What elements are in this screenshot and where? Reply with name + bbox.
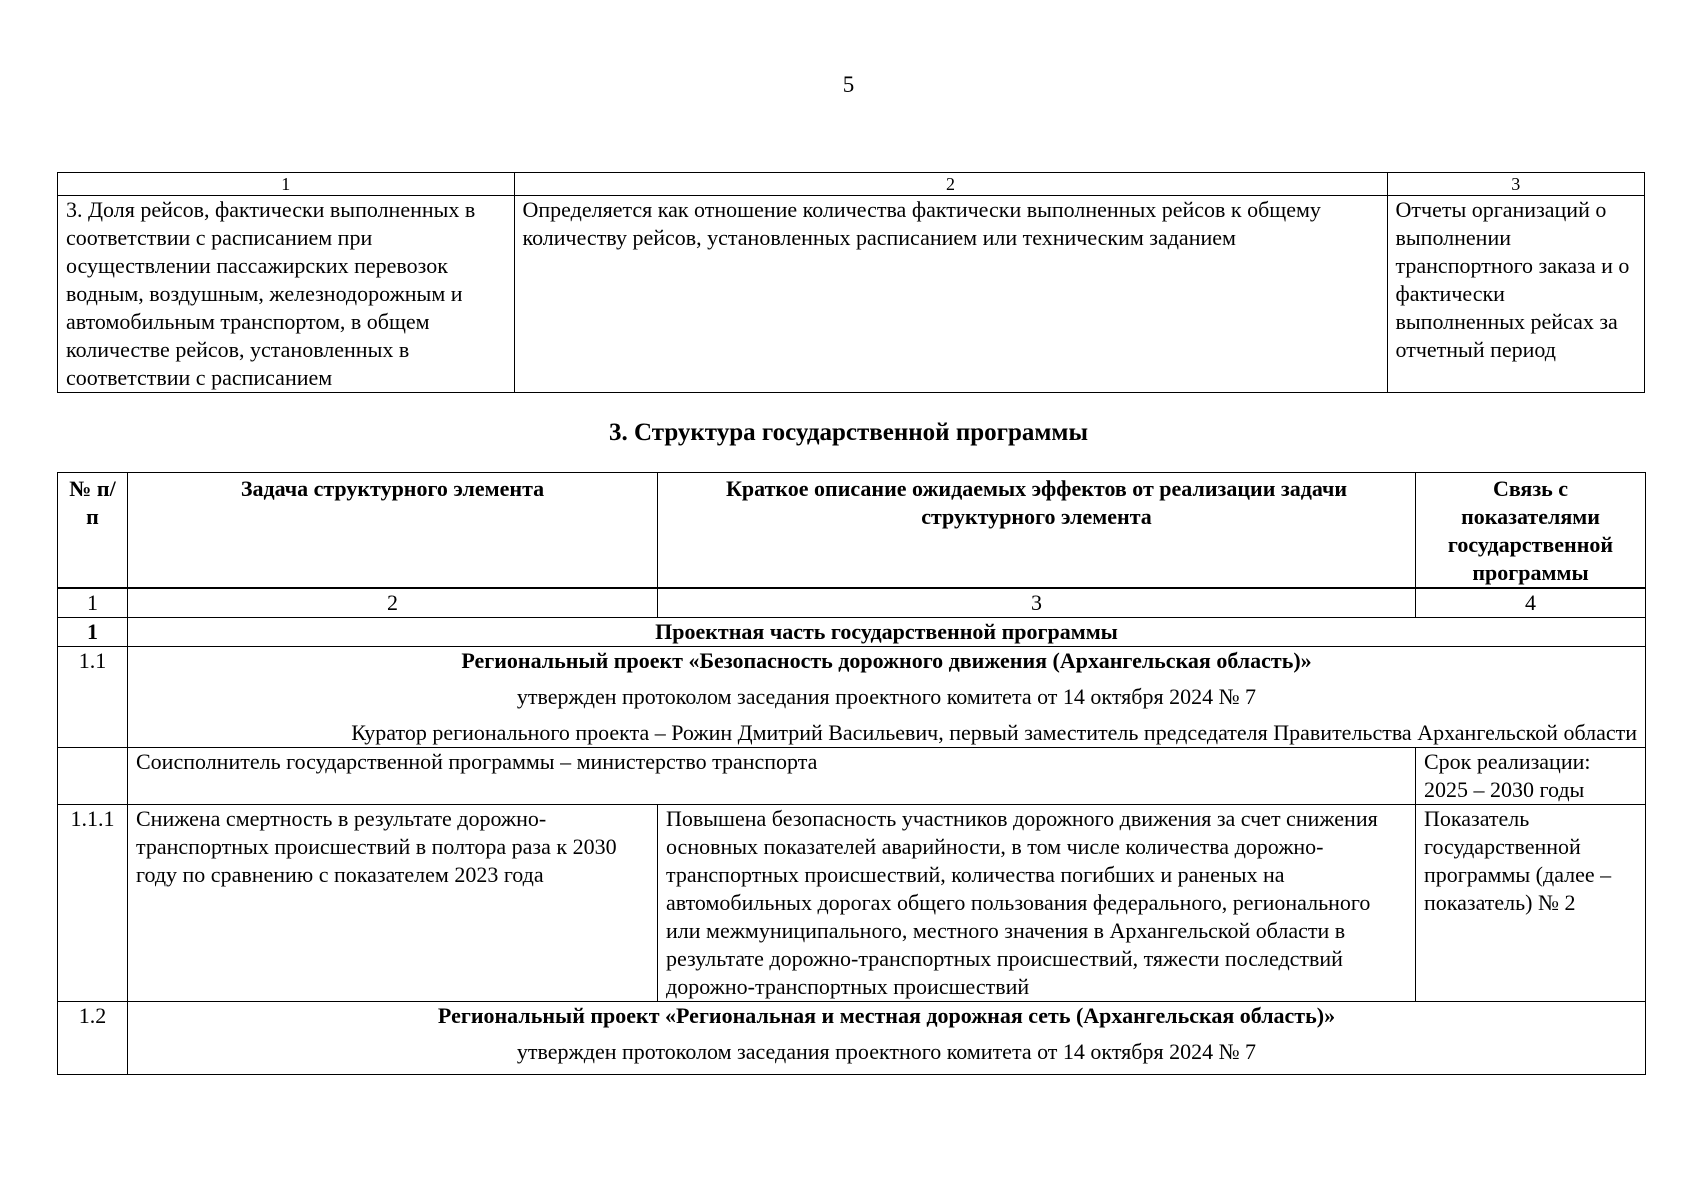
project-curator: Куратор регионального проекта – Рожин Дмитрий Васильевич, первый заместитель председателя Правительства Архангельской области: [351, 720, 1637, 745]
row-num: 1.1: [58, 647, 128, 748]
part-title: Проектная часть государственной программы: [128, 618, 1646, 647]
column-number: 3: [658, 589, 1416, 618]
column-number: 1: [58, 589, 128, 618]
implementation-term: Срок реализации: 2025 – 2030 годы: [1416, 748, 1646, 805]
empty-cell: [58, 748, 128, 805]
data-source: Отчеты организаций о выполнении транспортного заказа и о фактически выполненных рейсах за отчетный период: [1387, 196, 1644, 393]
page-number: 5: [842, 72, 855, 97]
table-row: [58, 1002, 1646, 1075]
indicator-link: Показатель государственной программы (далее – показатель) № 2: [1416, 805, 1646, 1002]
header-effects: Краткое описание ожидаемых эффектов от реализации задачи структурного элемента: [658, 473, 1416, 588]
header-link: Связь с показателями государственной программы: [1416, 473, 1646, 588]
project-title: Региональный проект «Региональная и местная дорожная сеть (Архангельская область)»: [437, 1003, 1336, 1028]
column-number: 1: [58, 173, 515, 196]
column-number: 3: [1387, 173, 1644, 196]
table-row: [58, 196, 1645, 393]
project-title: Региональный проект «Безопасность дорожного движения (Архангельская область)»: [461, 648, 1312, 673]
column-number: 2: [514, 173, 1387, 196]
section-title: 3. Структура государственной программы: [609, 419, 1088, 446]
row-num: 1.1.1: [58, 805, 128, 1002]
structure-table: [57, 588, 1646, 1075]
column-number: 4: [1416, 589, 1646, 618]
table-column-numbers: [58, 589, 1646, 618]
header-task: Задача структурного элемента: [128, 473, 658, 588]
row-num: 1: [58, 618, 128, 647]
coexecutor: Соисполнитель государственной программы – министерство транспорта: [128, 748, 1416, 805]
indicators-table: [57, 172, 1645, 393]
project-block: [128, 1002, 1646, 1075]
structure-table-header: [57, 472, 1646, 588]
header-num: № п/п: [58, 473, 128, 588]
project-block: [128, 647, 1646, 748]
project-approved: утвержден протоколом заседания проектного комитета от 14 октября 2024 № 7: [516, 684, 1257, 709]
column-number: 2: [128, 589, 658, 618]
calculation-method: Определяется как отношение количества фактически выполненных рейсов к общему количеству рейсов, установленных расписанием или техническим заданием: [514, 196, 1387, 393]
row-num: 1.2: [58, 1002, 128, 1075]
table-row: [58, 805, 1646, 1002]
table-row: [58, 748, 1646, 805]
task-text: Снижена смертность в результате дорожно-транспортных происшествий в полтора раза к 2030 году по сравнению с показателем 2023 года: [128, 805, 658, 1002]
project-approved: утвержден протоколом заседания проектного комитета от 14 октября 2024 № 7: [516, 1039, 1257, 1064]
table-row: [58, 647, 1646, 748]
table-column-numbers: [58, 173, 1645, 196]
effects-text: Повышена безопасность участников дорожного движения за счет снижения основных показателей аварийности, в том числе количества дорожно-транспортных происшествий, количества погибших и раненых на автомобильных дорогах общего пользования федерального, регионального или межмуниципального, местного значения в Архангельской области в результате дорожно-транспортных происшествий, тяжести последствий дорожно-транспортных происшествий: [658, 805, 1416, 1002]
indicator-name: 3. Доля рейсов, фактически выполненных в соответствии с расписанием при осуществлении пассажирских перевозок водным, воздушным, железнодорожным и автомобильным транспортом, в общем количестве рейсов, установленных в соответствии с расписанием: [58, 196, 515, 393]
table-row: [58, 618, 1646, 647]
